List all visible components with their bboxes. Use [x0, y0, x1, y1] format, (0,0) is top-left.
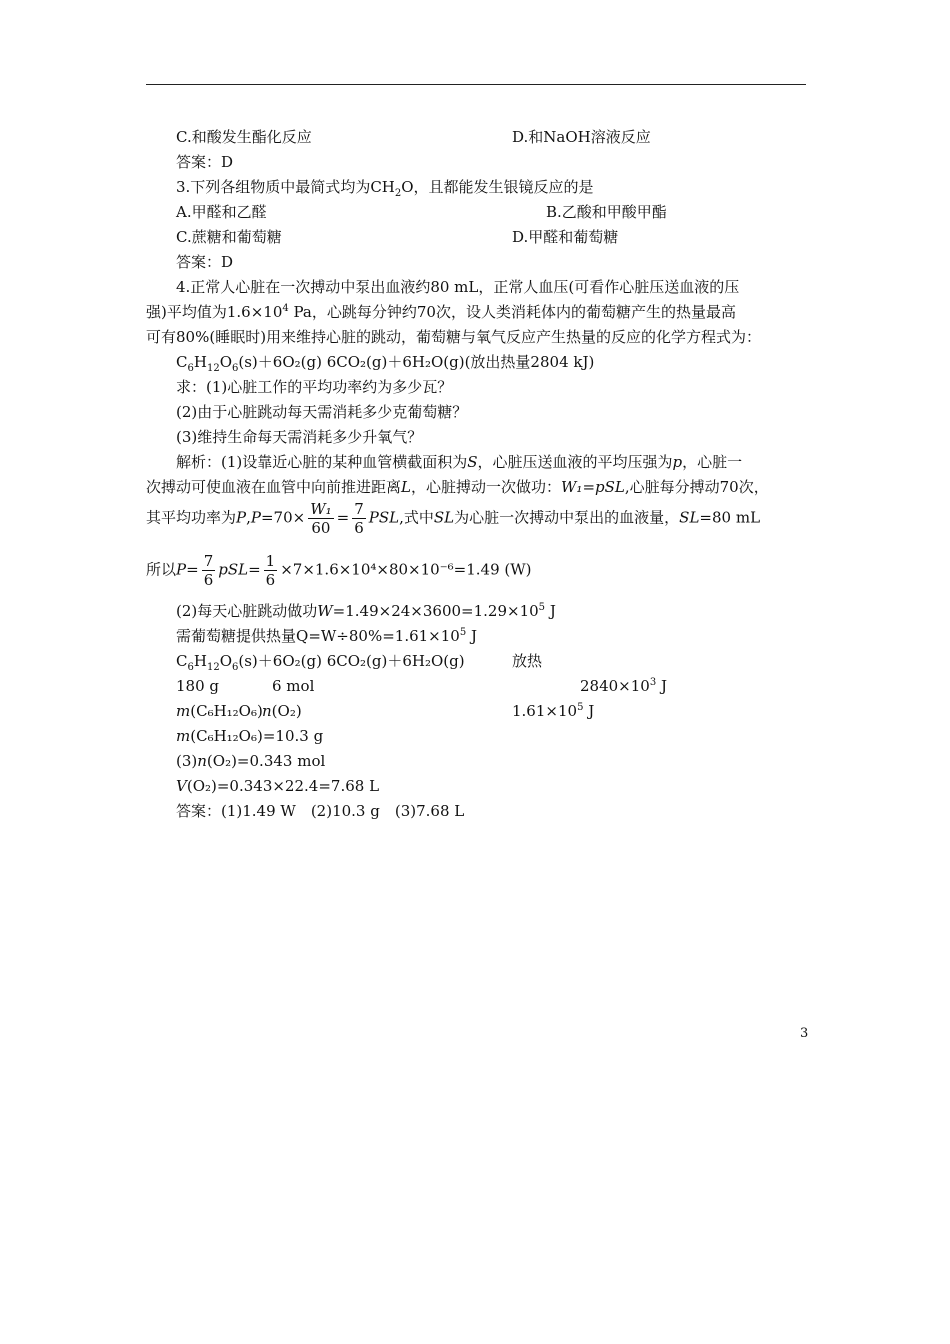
result-glucose-mass: m(C₆H₁₂O₆)=10.3 g: [176, 727, 324, 745]
q4-stem-line1: 4.正常人心脏在一次搏动中泵出血液约80 mL，正常人血压(可看作心脏压送血液的压: [176, 278, 740, 296]
q3-stem: 3.下列各组物质中最简式均为$CH_2O$，且都能发生银镜反应的是: [176, 178, 594, 199]
solution-line4: 所以P= $\frac{7}{6}$ pSL= $\frac{1}{6}$ ×7×1.6×10⁴×80×10⁻⁶=1.49 (W): [146, 552, 532, 589]
fraction-1-over-6: $\frac{1}{6}$: [265, 552, 276, 589]
ratio-oxygen-mol: 6 mol: [272, 677, 315, 695]
q4-ask-2: (2)由于心脏跳动每天需消耗多少克葡萄糖？: [176, 403, 468, 421]
fraction-7-over-6: $\frac{7}{6}$: [354, 500, 364, 537]
q4-stem-line3: 可有80%(睡眠时)用来维持心脏的跳动，葡萄糖与氧气反应产生热量的反应的化学方程式为：: [146, 328, 762, 346]
result-oxygen-mol: (3)n(O₂)=0.343 mol: [176, 752, 326, 770]
solution-line2: 次搏动可使血液在血管中向前推进距离L，心脏搏动一次做功：W₁=pSL,心脏每分搏动70次，: [146, 478, 769, 496]
solution-line6: 需葡萄糖提供热量$Q=W\div 80\%=1.61\times 10^5$ J: [176, 627, 477, 645]
q4-equation: $C_6H_{12}O_6(s)+6O_2(g)$ 6CO₂(g)＋6H₂O(g)(放出热量2804 kJ): [176, 353, 595, 374]
q4-ask-1: 求：(1)心脏工作的平均功率约为多少瓦？: [176, 378, 453, 396]
q4-ask-3: (3)维持生命每天需消耗多少升氧气？: [176, 428, 423, 446]
unknown-oxygen-mol: n(O₂): [262, 702, 302, 720]
q4-stem-line2: 强)平均值为$1.6\times 10^4$ Pa，心跳每分钟约70次，设人类消耗体内的葡萄糖产生的热量最高: [146, 303, 736, 321]
fraction-7-over-6-b: $\frac{7}{6}$: [203, 552, 214, 589]
q2-option-c: C.和酸发生酯化反应: [176, 128, 312, 146]
header-rule: [146, 84, 806, 85]
q2-option-d: D.和NaOH溶液反应: [512, 128, 651, 146]
q3-option-a: A.甲醛和乙醛: [176, 203, 267, 221]
solution-line1: 解析：(1)设靠近心脏的某种血管横截面积为S，心脏压送血液的平均压强为p，心脏一: [176, 453, 743, 471]
ratio-heat: $2840\times 10^3$ J: [580, 677, 667, 695]
page-number: 3: [800, 1026, 809, 1041]
solution-line5: (2)每天心脏跳动做功$W=1.49\times 24\times 3600=1.29\times 10^5$ J: [176, 602, 556, 620]
q3-answer: 答案：D: [176, 253, 234, 271]
result-oxygen-volume: V(O₂)=0.343×22.4=7.68 L: [176, 777, 380, 795]
fraction-w1-over-60: $\frac{\text{W₁}}{60}$: [310, 500, 332, 537]
solution-heat-label: 放热: [512, 652, 543, 670]
solution-equation: $C_6H_{12}O_6(s)+6O_2(g)$ 6CO₂(g)＋6H₂O(g): [176, 652, 465, 673]
unknown-glucose-mass: m(C₆H₁₂O₆): [176, 702, 263, 720]
q3-option-d: D.甲醛和葡萄糖: [512, 228, 619, 246]
ratio-glucose-mass: 180 g: [176, 677, 220, 695]
final-answer: 答案：(1)1.49 W (2)10.3 g (3)7.68 L: [176, 802, 465, 820]
unknown-heat: $1.61\times 10^5$ J: [512, 702, 595, 720]
q2-answer: 答案：D: [176, 153, 234, 171]
q3-option-b: B.乙酸和甲酸甲酯: [546, 203, 667, 221]
q3-option-c: C.蔗糖和葡萄糖: [176, 228, 282, 246]
solution-line3: 其平均功率为P,P=70× $\frac{\text{W₁}}{60}$ = $\frac{7}{6}$ PSL,式中SL为心脏一次搏动中泵出的血液量，SL=80 mL: [146, 500, 761, 537]
